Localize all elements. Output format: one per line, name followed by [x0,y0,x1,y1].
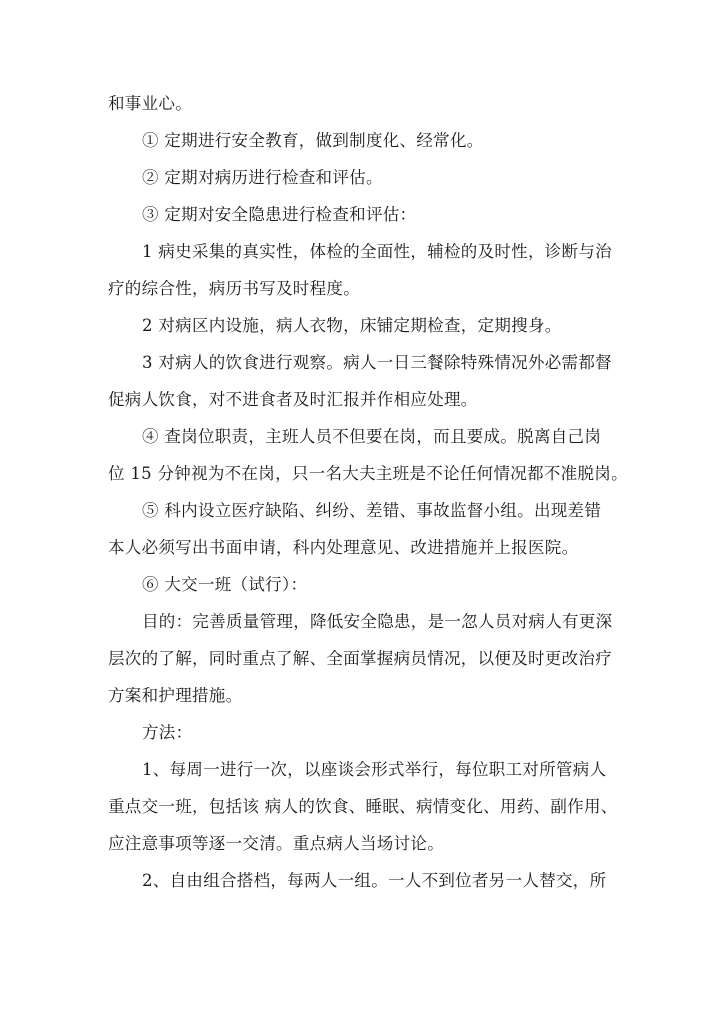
text-line: ② 定期对病历进行检查和评估。 [142,168,383,187]
document-body [108,90,626,904]
text-line: 方案和护理措施。 [108,686,243,705]
text-line: ① 定期进行安全教育，做到制度化、经常化。 [142,131,484,150]
text-line: 位 15 分钟视为不在岗，只一名大夫主班是不论任何情况都不准脱岗。 [108,464,628,483]
text-line: 方法： [142,723,193,742]
text-line: 3 对病人的饮食进行观察。病人一日三餐除特殊情况外必需都督 [142,353,612,372]
text-line: ③ 定期对安全隐患进行检查和评估： [142,205,417,224]
text-line: 和事业心。 [108,94,192,113]
text-line: 2、自由组合搭档，每两人一组。一人不到位者另一人替交，所 [142,871,607,890]
text-line: 应注意事项等逐一交清。重点病人当场讨论。 [108,834,444,853]
text-line: 1 病史采集的真实性，体检的全面性，辅检的及时性，诊断与治 [142,242,612,261]
text-line: 本人必须写出书面申请，科内处理意见、改进措施并上报医院。 [108,538,579,557]
text-line: ⑥ 大交一班（试行）： [142,575,308,594]
text-line: 1、每周一进行一次，以座谈会形式举行，每位职工对所管病人 [142,760,607,779]
text-line: 目的：完善质量管理，降低安全隐患，是一忽人员对病人有更深 [142,612,613,631]
text-line: ④ 查岗位职责，主班人员不但要在岗，而且要成。脱离自己岗 [142,427,602,446]
text-line: 2 对病区内设施，病人衣物，床铺定期检查，定期搜身。 [142,316,562,335]
text-line: 疗的综合性，病历书写及时程度。 [108,279,360,298]
text-line: 促病人饮食，对不进食者及时汇报并作相应处理。 [108,390,478,409]
text-line: ⑤ 科内设立医疗缺陷、纠纷、差错、事故监督小组。出现差错 [142,501,602,520]
text-line: 层次的了解，同时重点了解、全面掌握病员情况，以便及时更改治疗 [108,649,612,668]
text-line: 重点交一班，包括该 病人的饮食、睡眠、病情变化、用药、副作用、 [108,797,618,816]
